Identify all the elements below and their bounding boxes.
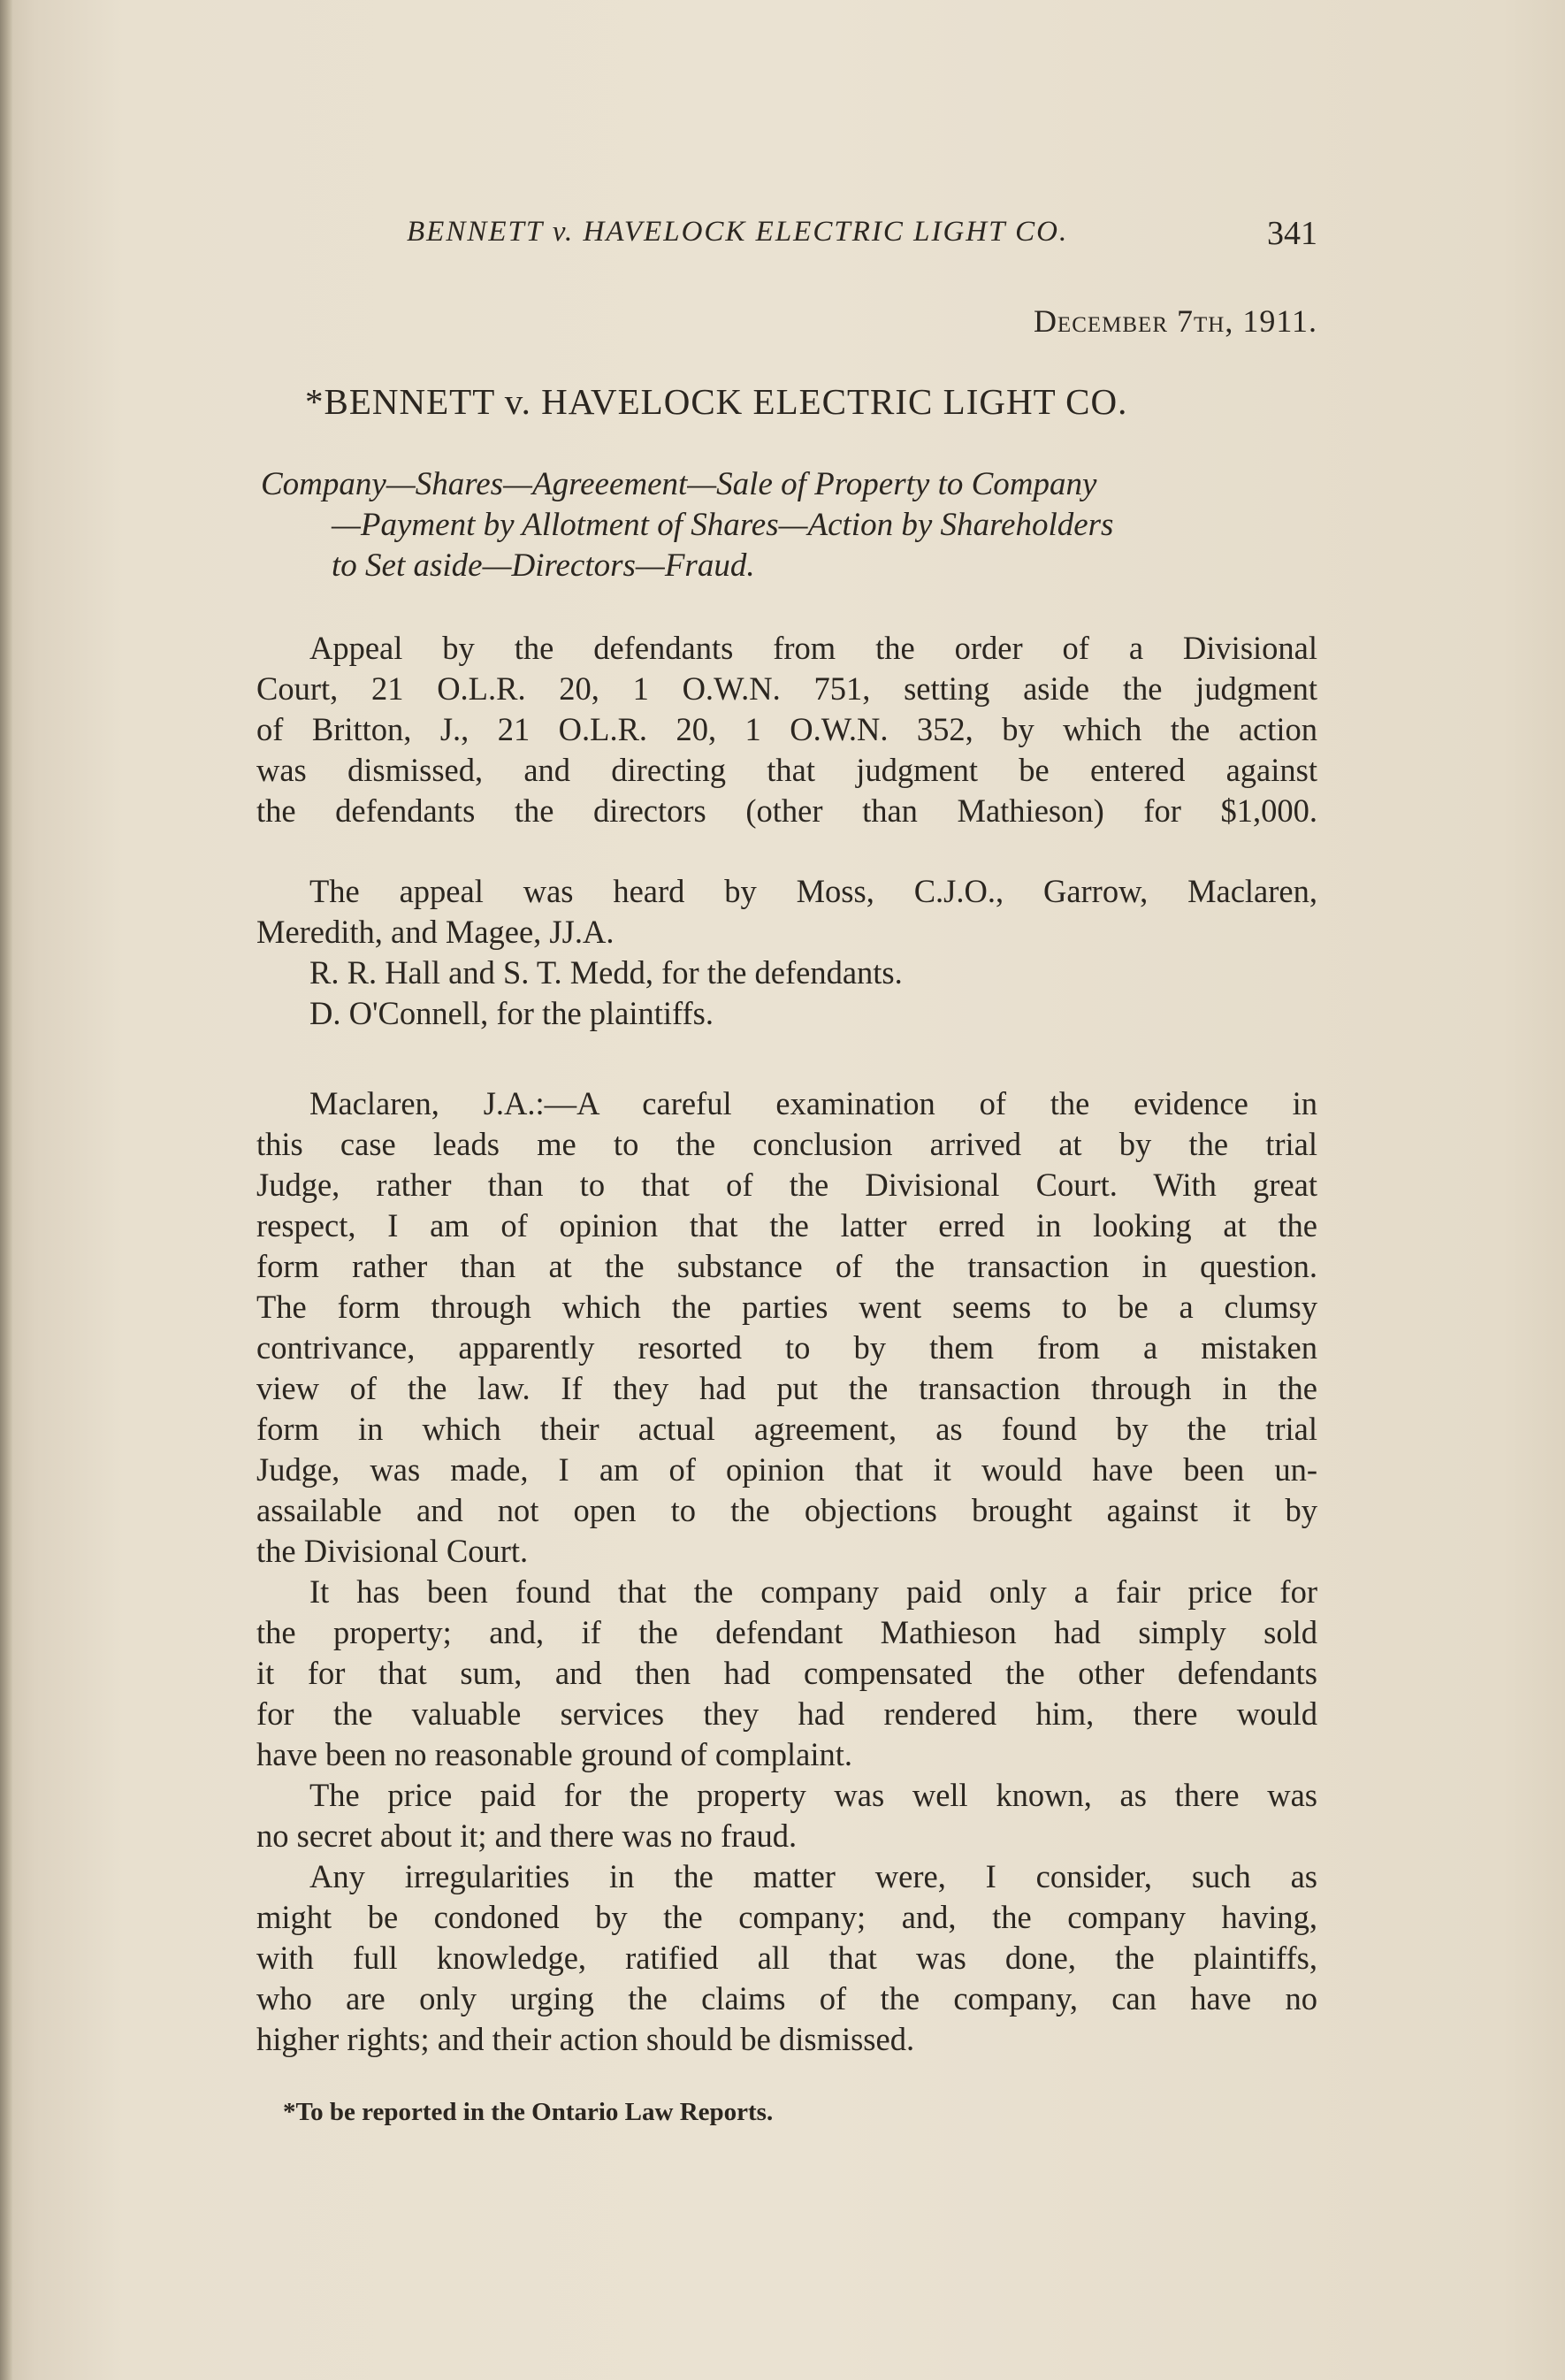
text-line: the defendants the directors (other than Mathieson) for $1,000. [256,792,1317,829]
text-line: contrivance, apparently resorted to by them from a mistaken [256,1329,1317,1366]
headnote-line: Company—Shares—Agreeement—Sale of Property to Company [261,466,1097,502]
text-line: Appeal by the defendants from the order of a Divisional [309,630,1317,666]
text-line: The price paid for the property was well known, as there was [309,1777,1317,1813]
case-title: *BENNETT v. HAVELOCK ELECTRIC LIGHT CO. [305,381,1128,422]
judgment-paragraph [256,1083,1317,2060]
text-line: the Divisional Court. [256,1533,529,1569]
text-line: view of the law. If they had put the transaction through in the [256,1370,1317,1406]
text-line: respect, I am of opinion that the latter erred in looking at the [256,1207,1317,1244]
text-line: Judge, rather than to that of the Divisional Court. With great [256,1167,1317,1203]
headnote-line: —Payment by Allotment of Shares—Action by Shareholders [332,507,1114,543]
counsel-line: D. O'Connell, for the plaintiffs. [309,995,714,1031]
text-line: this case leads me to the conclusion arrived at by the trial [256,1126,1317,1162]
text-line: Meredith, and Magee, JJ.A. [256,914,615,950]
text-line: no secret about it; and there was no fraud. [256,1818,798,1854]
text-line: with full knowledge, ratified all that was done, the plaintiffs, [256,1940,1317,1976]
counsel-line: R. R. Hall and S. T. Medd, for the defendants. [309,954,903,991]
running-head-title: BENNETT v. HAVELOCK ELECTRIC LIGHT CO. [407,216,1069,248]
text-line: have been no reasonable ground of complaint. [256,1736,853,1772]
text-line: The appeal was heard by Moss, C.J.O., Garrow, Maclaren, [309,873,1317,909]
text-line: It has been found that the company paid only a fair price for [309,1573,1317,1610]
text-line: form in which their actual agreement, as found by the trial [256,1411,1317,1447]
decision-date: December 7th, 1911. [1033,303,1317,339]
heard-paragraph [256,871,1317,1034]
headnote [261,464,1322,586]
text-line: the property; and, if the defendant Mathieson had simply sold [256,1614,1317,1650]
text-line: assailable and not open to the objections brought against it by [256,1492,1317,1528]
running-head [407,215,1317,252]
text-line: was dismissed, and directing that judgment be entered against [256,752,1317,788]
text-line: The form through which the parties went seems to be a clumsy [256,1289,1317,1325]
book-gutter [0,0,12,2380]
text-line: might be condoned by the company; and, the company having, [256,1899,1317,1935]
page-number: 341 [1267,215,1317,252]
text-line: for the valuable services they had rendered him, there would [256,1695,1317,1732]
text-line: of Britton, J., 21 O.L.R. 20, 1 O.W.N. 352, by which the action [256,711,1317,747]
text-line: higher rights; and their action should be dismissed. [256,2021,915,2057]
text-line: Any irregularities in the matter were, I consider, such as [309,1858,1317,1894]
text-line: who are only urging the claims of the company, can have no [256,1980,1317,2016]
text-line: Maclaren, J.A.:—A careful examination of the evidence in [309,1085,1317,1121]
text-line: it for that sum, and then had compensated the other defendants [256,1655,1317,1691]
headnote-line: to Set aside—Directors—Fraud. [332,547,755,584]
appeal-paragraph [256,628,1317,831]
text-line: Court, 21 O.L.R. 20, 1 O.W.N. 751, setting aside the judgment [256,670,1317,707]
text-line: form rather than at the substance of the transaction in question. [256,1248,1317,1284]
text-line: Judge, was made, I am of opinion that it would have been un- [256,1451,1317,1488]
footnote: *To be reported in the Ontario Law Reports. [283,2098,774,2126]
